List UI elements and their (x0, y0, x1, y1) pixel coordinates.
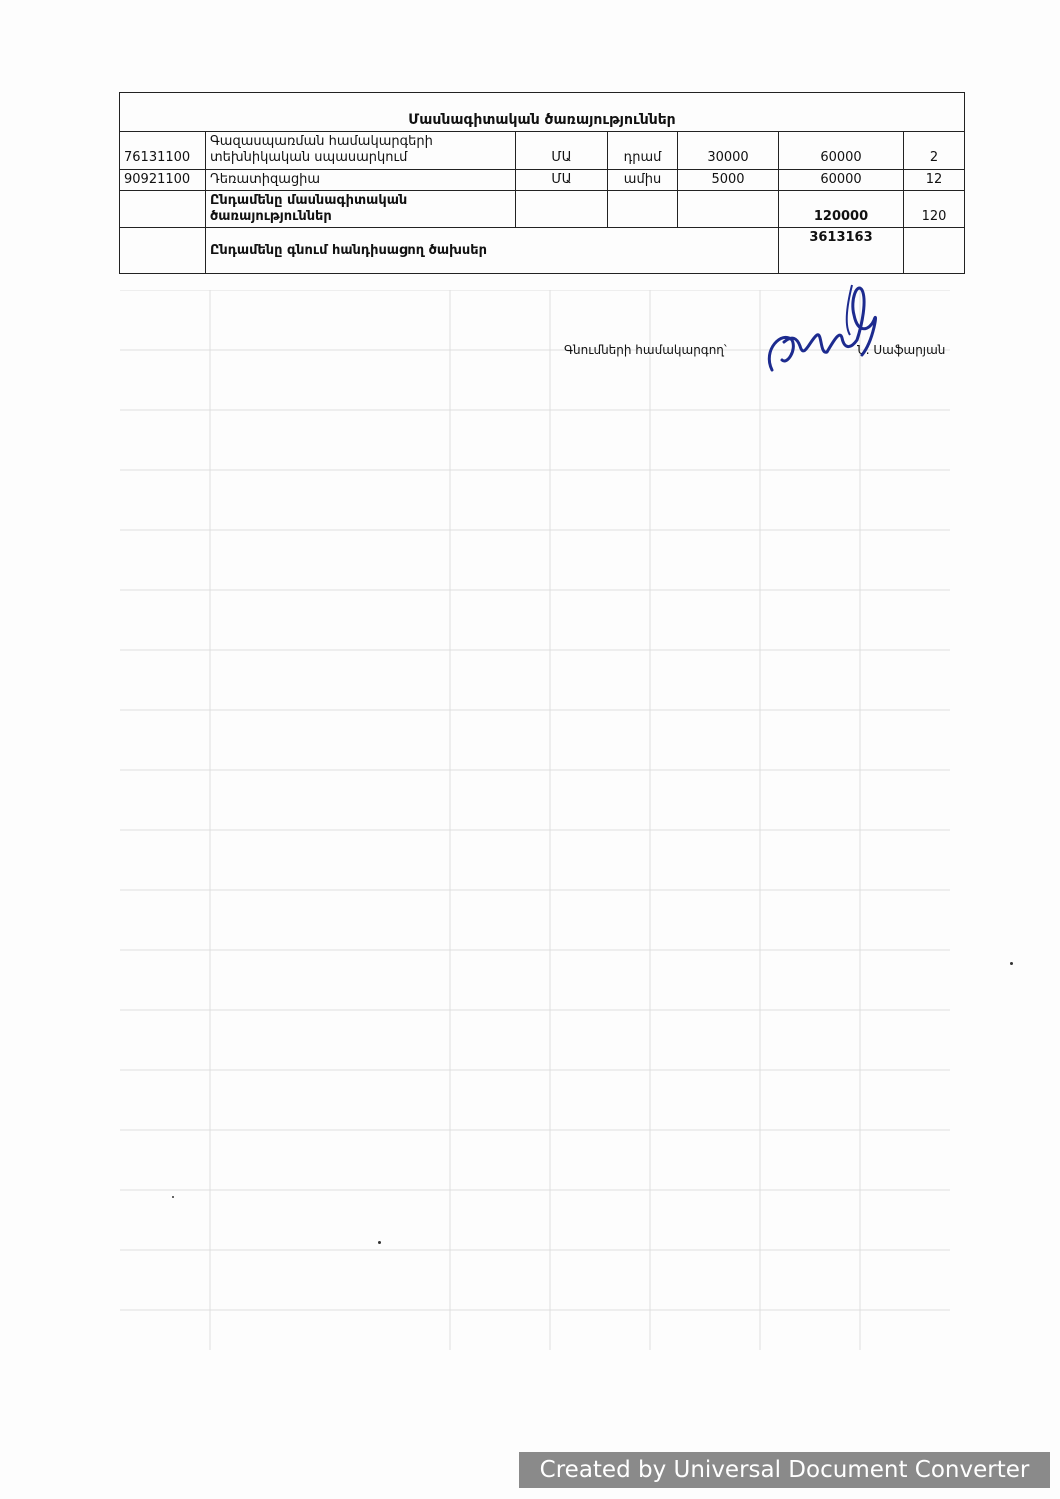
bleed-through-table (120, 290, 950, 1390)
table-row (120, 169, 965, 190)
table-row (120, 132, 965, 170)
unit-price: 30000 (678, 132, 779, 170)
quantity: 60000 (779, 132, 904, 170)
unit: ամիս (608, 169, 678, 190)
converter-watermark: Created by Universal Document Converter (519, 1452, 1050, 1488)
cpv-code: 76131100 (120, 132, 206, 170)
handwritten-signature (762, 280, 892, 380)
services-table (119, 92, 965, 274)
unit: դրամ (608, 132, 678, 170)
subtotal-row (120, 190, 965, 228)
subtotal-label: Ընդամենը մասնագիտական ծառայություններ (206, 190, 516, 228)
grand-total-label: Ընդամենը գնում հանդիսացող ծախսեր (206, 228, 779, 274)
table-title: Մասնագիտական ծառայություններ (120, 93, 965, 132)
signature-label: Գնումների համակարգող՝ (564, 343, 727, 357)
item-name: Դեռատիզացիա (206, 169, 516, 190)
subtotal-amount: 120000 (779, 190, 904, 228)
total: 2 (904, 132, 965, 170)
subtotal-extra: 120 (904, 190, 965, 228)
table-title-row (120, 93, 965, 132)
procurement-type: ՄԱ (516, 169, 608, 190)
scan-speck (172, 1196, 174, 1198)
unit-price: 5000 (678, 169, 779, 190)
scan-speck (1010, 962, 1013, 965)
item-name: Գազասպառման համակարգերի տեխնիկական սպասարկում (206, 132, 516, 170)
cpv-code: 90921100 (120, 169, 206, 190)
signatory-name: Ն. Սաֆարյան (857, 343, 946, 357)
scan-speck (378, 1241, 381, 1244)
quantity: 60000 (779, 169, 904, 190)
grand-total-amount: 3613163 (779, 228, 904, 274)
procurement-type: ՄԱ (516, 132, 608, 170)
grand-total-row (120, 228, 965, 274)
total: 12 (904, 169, 965, 190)
